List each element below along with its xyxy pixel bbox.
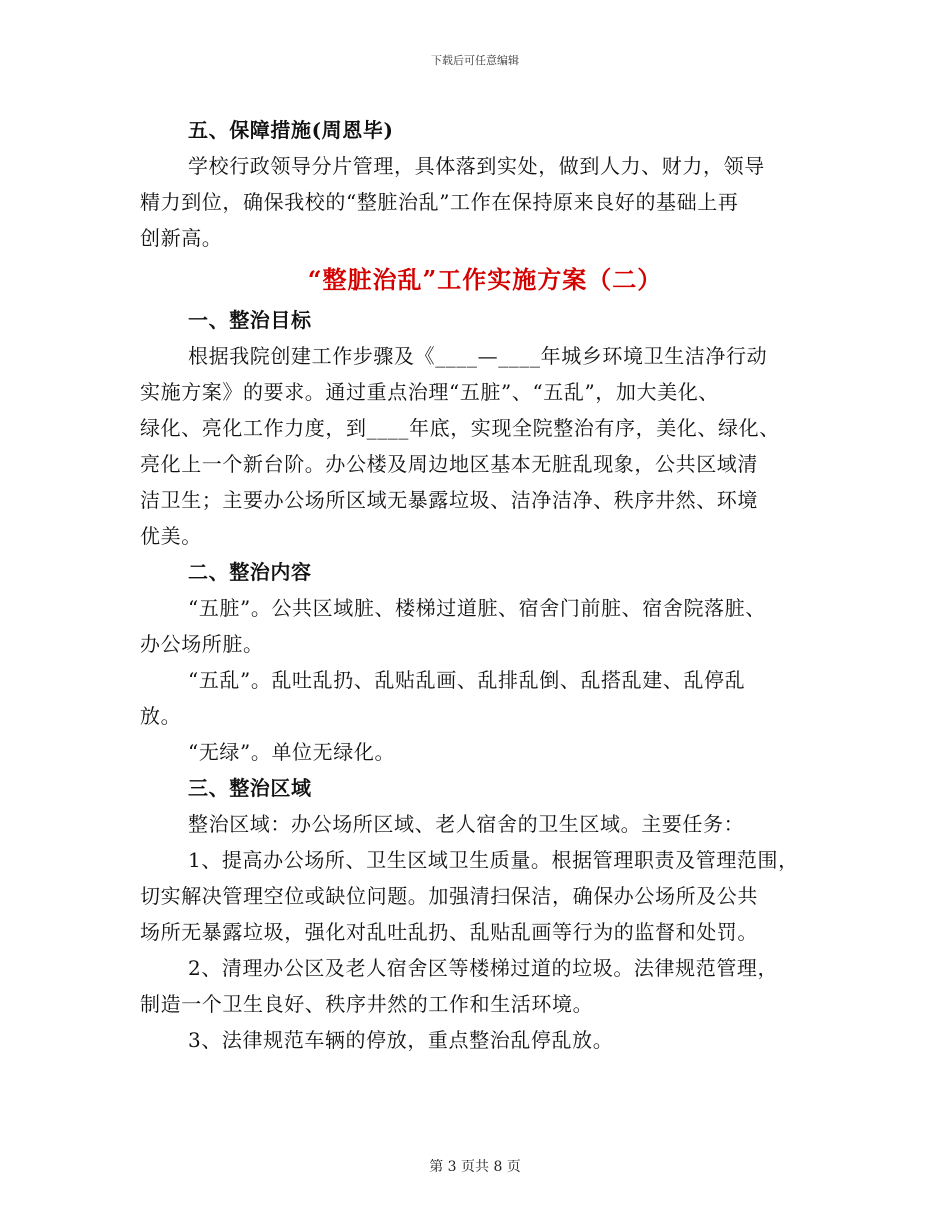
paragraph-line: 3、法律规范车辆的停放，重点整治乱停乱放。 [188, 1028, 614, 1052]
paragraph-line: 实施方案》的要求。通过重点治理“五脏”、“五乱”，加大美化、 [140, 380, 719, 404]
paragraph-line: 整治区域：办公场所区域、老人宿舍的卫生区域。主要任务： [188, 812, 745, 836]
paragraph-line: 学校行政领导分片管理，具体落到实处，做到人力、财力，领导 [188, 154, 765, 178]
paragraph-line: 优美。 [140, 524, 202, 548]
section-heading: 一、整治目标 [188, 308, 312, 332]
page-header-note: 下载后可任意编辑 [431, 54, 519, 67]
paragraph-line: 切实解决管理空位或缺位问题。加强清扫保洁，确保办公场所及公共 [140, 884, 758, 908]
paragraph-line: 创新高。 [140, 226, 223, 250]
paragraph-line: 亮化上一个新台阶。办公楼及周边地区基本无脏乱现象，公共区域清 [140, 452, 758, 476]
paragraph-line: 2、清理办公区及老人宿舍区等楼梯过道的垃圾。法律规范管理， [188, 956, 779, 980]
section-heading: 五、保障措施(周恩毕) [188, 118, 394, 142]
paragraph-line: “五乱”。乱吐乱扔、乱贴乱画、乱排乱倒、乱搭乱建、乱停乱 [188, 668, 746, 692]
document-title: “整脏治乱”工作实施方案（二） [307, 265, 663, 294]
page-footer-number: 第 3 页共 8 页 [429, 1159, 521, 1175]
paragraph-line: “无绿”。单位无绿化。 [188, 740, 396, 764]
paragraph-line: 洁卫生；主要办公场所区域无暴露垃圾、洁净洁净、秩序井然、环境 [140, 488, 758, 512]
paragraph-line: 场所无暴露垃圾，强化对乱吐乱扔、乱贴乱画等行为的监督和处罚。 [140, 920, 758, 944]
paragraph-line: 精力到位，确保我校的“整脏治乱”工作在保持原来良好的基础上再 [140, 190, 739, 214]
document-body [140, 112, 830, 1058]
paragraph-line: 绿化、亮化工作力度，到____年底，实现全院整治有序，美化、绿化、 [140, 416, 780, 440]
paragraph-line: 放。 [140, 704, 182, 728]
section-heading: 二、整治内容 [188, 560, 312, 584]
paragraph-line: 根据我院创建工作步骤及《____—____年城乡环境卫生洁净行动 [188, 344, 768, 368]
section-heading: 三、整治区域 [188, 776, 312, 800]
paragraph-line: “五脏”。公共区域脏、楼梯过道脏、宿舍门前脏、宿舍院落脏、 [188, 596, 766, 620]
paragraph-line: 办公场所脏。 [140, 632, 264, 656]
paragraph-line: 制造一个卫生良好、秩序井然的工作和生活环境。 [140, 992, 594, 1016]
paragraph-line: 1、提高办公场所、卫生区域卫生质量。根据管理职责及管理范围， [188, 848, 799, 872]
